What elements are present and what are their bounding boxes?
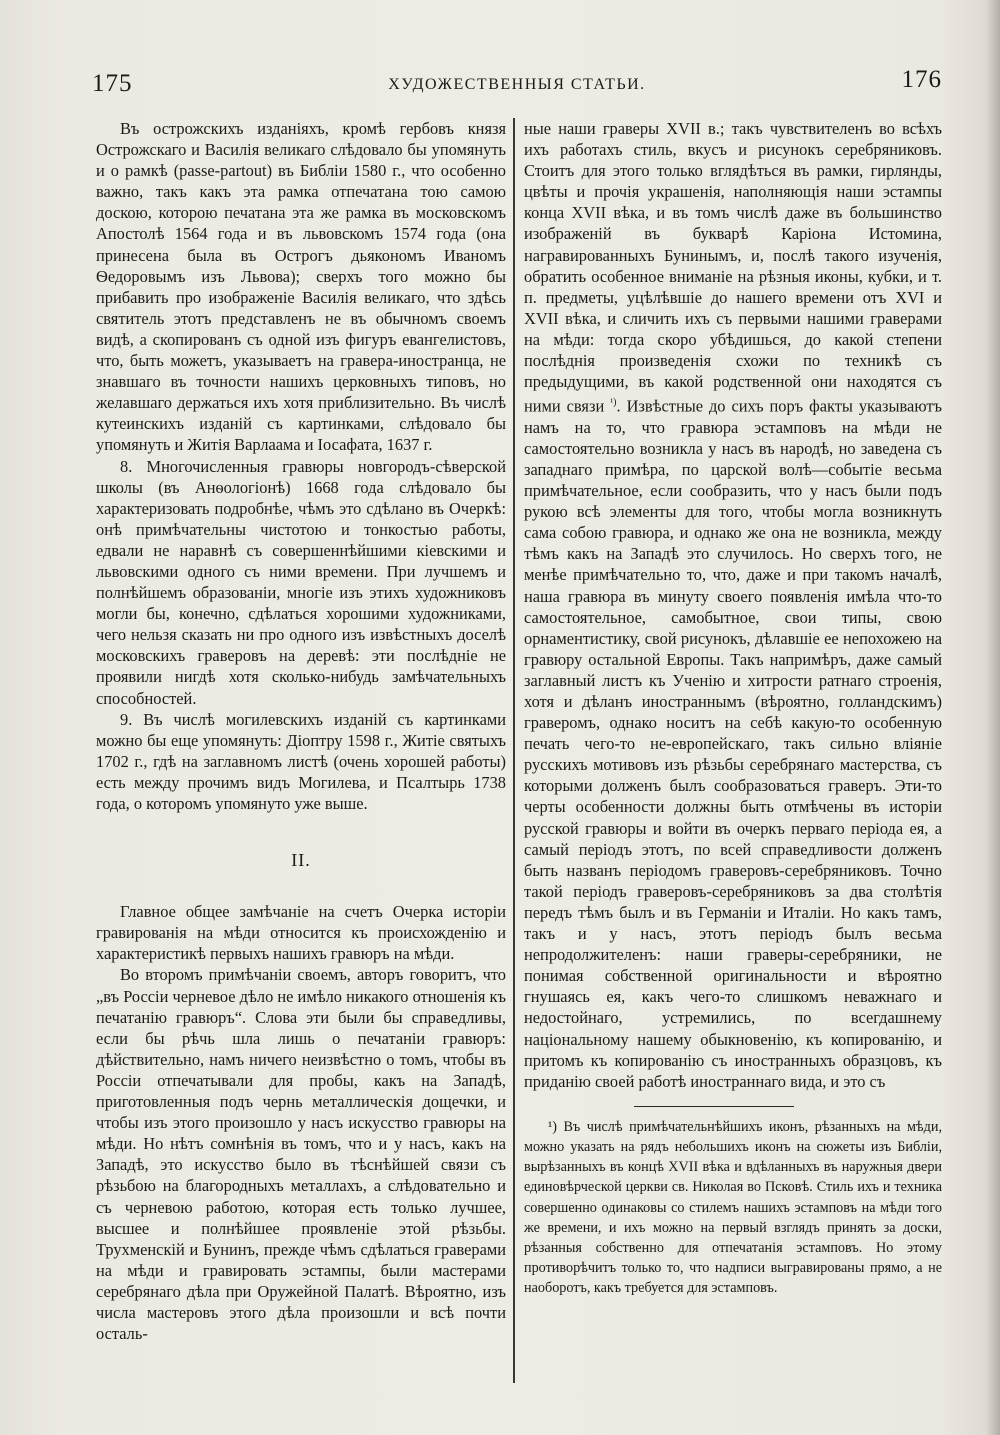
section-heading: II.: [291, 850, 311, 871]
paragraph-continued-text-2: . Извѣстные до сихъ поръ факты указываютъ намъ на то, что гравюра эстамповъ на мѣди не самостоятельно возникла у насъ въ народѣ, но заведена съ западнаго примѣра, по царской волѣ—событіе весьма примѣчательное, если сообразить, что у насъ были подъ рукою всѣ элементы для того, чтобы могла возникнуть сама собою гравюра, и однако же она не возникла, между тѣмъ какъ на Западѣ это случилось. Но сверхъ того, не менѣе примѣчательно то, что, даже и при такомъ началѣ, наша гравюра въ минуту своего появленія имѣла что-то самостоятельное, самобытное, свои типы, свою орнаментистику, свой рисунокъ, дѣлавшіе ее непохожею на гравюру остальной Европы. Такъ напримѣръ, даже самый заглавный листъ къ Ученію и хитрости ратнаго строенія, хотя и дѣланъ иностраннымъ (вѣроятно, голландскимъ) граверомъ, однако носитъ на себѣ какую-то особенную печать чего-то не-европейскаго, такъ сильно вліяніе русскихъ мотивовъ изъ рѣзьбы серебрянаго мастерства, съ которыми долженъ былъ сообразоваться граверъ. Эти-то черты особенности должны быть отмѣчены въ исторіи русской гравюры и войти въ очеркъ перваго періода ея, а самый періодъ этотъ, по всей справедливости долженъ быть названъ періодомъ граверовъ-серебряниковъ. Точно такой періодъ граверовъ-серебряниковъ за два столѣтія передъ тѣмъ былъ и въ Германіи и Италіи. Но какъ тамъ, такъ и у насъ, этотъ періодъ былъ весьма непродолжителенъ: наши граверы-серебряники, не понимая собственной оригинальности и вѣроятно гнушаясь ея, какъ чего-то слишкомъ неважнаго и недостойнаго, устремились, по всегдашнему національному нашему обыкновенію, къ копированію, и притомъ къ копированію съ иностранныхъ образцовъ, къ приданію своей работѣ иностраннаго вида, и это съ: [524, 396, 942, 1091]
footnote-reference: ¹): [610, 397, 617, 409]
column-divider: [513, 118, 515, 1383]
paragraph-ostrog-editions: Въ острожскихъ изданіяхъ, кромѣ гербовъ князя Острожскаго и Василія великаго слѣдовало бы упомянуть и о рамкѣ (passe-partout) въ Библіи 1580 г., что особенно важно, такъ какъ эта рамка отпечатана тою самою доскою, которою печатана эта же рамка въ московскомъ Апостолѣ 1564 года и въ львовскомъ 1574 года (она принесена была въ Острогъ дьякономъ Иваномъ Ѳедоровымъ изъ Львова); сверхъ того можно бы прибавить про изображеніе Василія великаго, что здѣсь святитель этотъ представленъ не въ обычномъ своемъ видѣ, а скопированъ съ одной изъ фигуръ евангелистовъ, что, быть можетъ, указываетъ на гравера-иностранца, не знавшаго въ точности нашихъ церковныхъ типовъ, но желавшаго держаться ихъ хотя приблизительно. Въ числѣ кутеинскихъ изданій съ картинками, слѣдовало бы упомянуть и Житія Варлаама и Іосафата, 1637 г.: [96, 119, 506, 455]
paragraph-continued-text: ные наши граверы XVII в.; такъ чувствителенъ во всѣхъ ихъ работахъ стиль, вкусъ и рисунокъ серебряниковъ. Стоитъ для этого только вглядѣться въ рамки, гирлянды, цвѣты и прочія украшенія, наполняющія наши эстампы конца XVII вѣка, и въ томъ числѣ даже въ большинство изображеній въ букварѣ Каріона Истомина, награвированныхъ Бунинымъ, и, послѣ такого изученія, обратить особенное вниманіе на рѣзныя иконы, кубки, и т. п. предметы, уцѣлѣвшіе до нашего времени отъ XVI и XVII вѣка, и сличить ихъ съ первыми нашими граверами на мѣди: тогда скоро убѣдишься, до какой степени послѣднія произведенія схожи по техникѣ съ предыдущими, въ какой родственной они находятся съ ними связи: [524, 119, 942, 416]
paragraph-continued: [524, 118, 942, 1092]
footnote-text: ¹) Въ числѣ примѣчательнѣйшихъ иконъ, рѣзанныхъ на мѣди, можно указать на рядъ небольшихъ иконъ на сюжеты изъ Библіи, вырѣзанныхъ въ концѣ XVII вѣка и вдѣланныхъ въ наружныя двери единовѣрческой церкви св. Николая во Псковѣ. Стиль ихъ и техника совершенно одинаковы со стилемъ нашихъ эстамповъ на мѣди того же времени, и ихъ можно на первый взглядъ принять за доски, рѣзанныя собственно для отпечатанія эстамповъ. Но этому противорѣчитъ только то, что надписи выгравированы прямо, а не наоборотъ, какъ требуется для эстамповъ.: [524, 1118, 942, 1297]
page-header: [92, 60, 942, 100]
footnote-rule: [634, 1106, 794, 1107]
page-number-right: 176: [901, 66, 942, 93]
paragraph-8-novgorod-severskii: 8. Многочисленныя гравюры новгородъ-сѣверской школы (въ Анѳологіонѣ) 1668 года слѣдовало бы характеризовать подробнѣе, чѣмъ это сдѣлано въ Очеркѣ: онѣ примѣчательны чистотою и тонкостью работы, едвали не наравнѣ съ совершеннѣйшими кіевскими и львовскими одного съ ними времени. При лучшемъ и полнѣйшемъ образованіи, многіе изъ этихъ художниковъ могли бы, конечно, сдѣлаться хорошими художниками, чего нельзя сказать ни про одного изъ извѣстныхъ доселѣ московскихъ граверовъ на деревѣ: эти послѣдніе не проявили нигдѣ хотя сколько-нибудь замѣчательныхъ способностей.: [96, 456, 506, 708]
footnote: [524, 1117, 942, 1299]
paragraph-9-mogilev: 9. Въ числѣ могилевскихъ изданій съ картинками можно бы еще упомянуть: Діоптру 1598 г., Житіе святыхъ 1702 г., гдѣ на заглавномъ листѣ (очень хорошей работы) есть между прочимъ видъ Могилева, и Псалтырь 1738 года, о которомъ упомянуто уже выше.: [96, 709, 506, 813]
paragraph-main-remark: Главное общее замѣчаніе на счетъ Очерка исторіи гравированія на мѣди относится къ происхожденію и характеристикѣ первыхъ нашихъ гравюръ на мѣди.: [96, 902, 506, 964]
left-column: [96, 118, 506, 1344]
page-edge-shadow: [986, 0, 1000, 1435]
page-number-left: 175: [92, 70, 133, 97]
right-column: [524, 118, 942, 1299]
running-title: ХУДОЖЕСТВЕННЫЯ СТАТЬИ.: [388, 76, 646, 93]
paragraph-second-note: Во второмъ примѣчаніи своемъ, авторъ говоритъ, что „въ Россіи черневое дѣло не имѣло никакого отношенія къ печатанію гравюръ“. Слова эти были бы справедливы, если бы рѣчь шла лишь о печатаніи гравюръ: дѣйствительно, намъ ничего неизвѣстно о томъ, чтобы въ Россіи отпечатывали для пробы, какъ на Западѣ, приготовленныя подъ чернь металлическія дощечки, и чтобы изъ этого произошло у насъ искусство гравюры на мѣди. Но нѣтъ сомнѣнія въ томъ, что и у насъ, какъ на Западѣ, это искусство было въ тѣснѣйшей связи съ рѣзьбою на благородныхъ металлахъ, а слѣдовательно и съ черневою работою, которая есть только лучшее, высшее и полнѣйшее проявленіе этой рѣзьбы. Трухменскій и Бунинъ, прежде чѣмъ сдѣлаться граверами на мѣди и гравировать эстампы, были мастерами серебрянаго дѣла при Оружейной Палатѣ. Вѣроятно, изъ числа мастеровъ этого дѣла произошли и всѣ почти осталь-: [96, 965, 506, 1344]
